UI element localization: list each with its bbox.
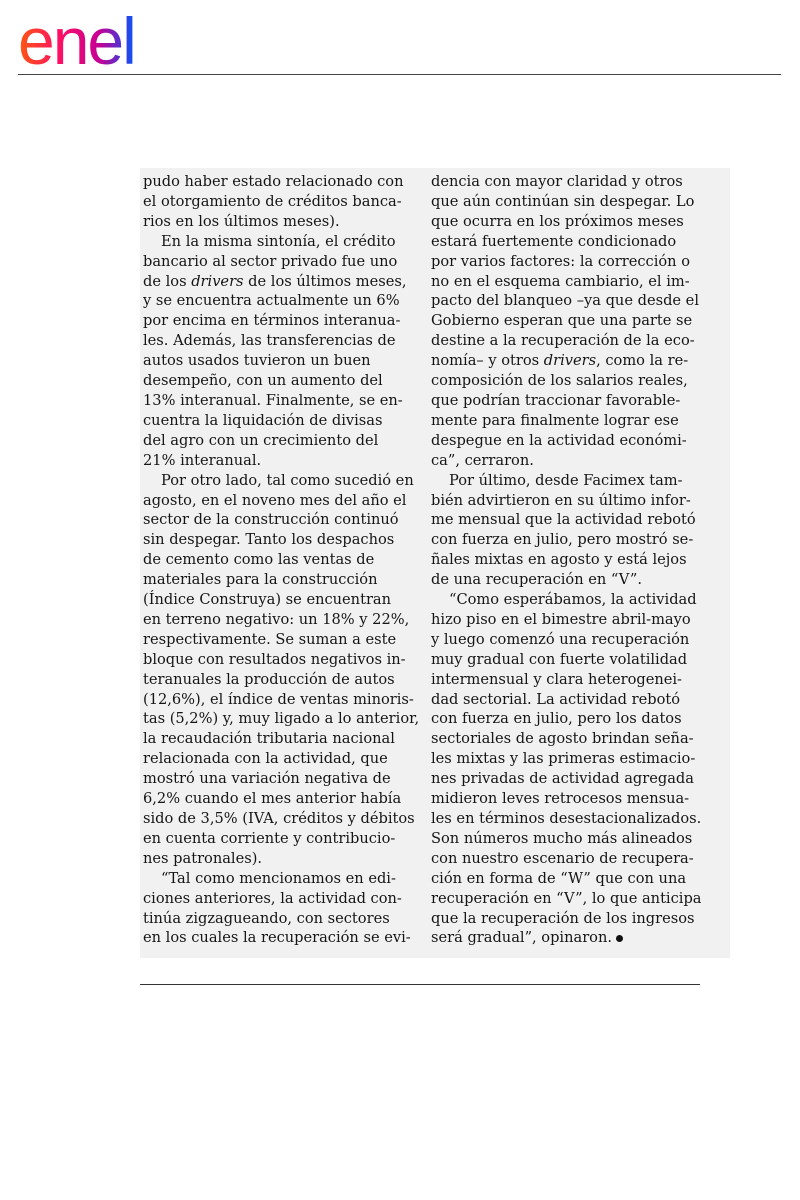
text-line: pacto del blanqueo –ya que desde el [431, 292, 699, 310]
text-line: mente para finalmente lograr ese [431, 411, 679, 429]
text-line: teranuales la producción de autos [143, 670, 395, 688]
end-bullet [616, 935, 623, 942]
text-line: En la misma sintonía, el crédito [161, 232, 396, 250]
text-line: Por otro lado, tal como sucedió en [161, 471, 414, 489]
text-line: y se encuentra actualmente un 6% [143, 292, 400, 310]
text-line: sido de 3,5% (IVA, créditos y débitos [143, 810, 415, 827]
text-line: sectoriales de agosto brindan seña- [431, 730, 694, 748]
text-line: por encima en términos interanua- [143, 312, 401, 330]
text-line: composición de los salarios reales, [431, 372, 688, 390]
text-line: bién advirtieron en su último infor- [431, 491, 691, 509]
article-paragraph [143, 172, 409, 232]
text-line: que aún continúan sin despegar. Lo [431, 192, 695, 210]
article-paragraph [431, 590, 702, 948]
text-line: sector de la construcción continuó [143, 511, 399, 529]
text-line: de cemento como las ventas de [143, 551, 375, 569]
text-line: nomía– y otros drivers, como la re- [431, 352, 689, 370]
text-line: que la recuperación de los ingresos [431, 909, 695, 927]
text-line: dencia con mayor claridad y otros [431, 173, 683, 190]
article-paragraph [143, 232, 409, 471]
article-paragraph [431, 172, 697, 471]
text-line: rios en los últimos meses). [143, 212, 340, 230]
text-line: destine a la recuperación de la eco- [431, 332, 695, 350]
text-line: bloque con resultados negativos in- [143, 650, 406, 668]
text-line: en los cuales la recuperación se evi- [143, 929, 411, 947]
text-line: me mensual que la actividad rebotó [431, 511, 696, 529]
text-line: recuperación en “V”, lo que anticipa [431, 889, 702, 907]
text-line: nes privadas de actividad agregada [431, 770, 694, 788]
text-line: muy gradual con fuerte volatilidad [431, 650, 688, 668]
text-line: respectivamente. Se suman a este [143, 630, 397, 648]
text-line: con fuerza en julio, pero mostró se- [431, 531, 694, 549]
text-line: bancario al sector privado fue uno [143, 252, 398, 270]
text-line: les en términos desestacionalizados. [431, 810, 702, 827]
text-line: ca”, cerraron. [431, 451, 534, 469]
text-line: Gobierno esperan que una parte se [431, 312, 693, 330]
text-line: nes patronales). [143, 849, 263, 867]
text-line: con fuerza en julio, pero los datos [431, 710, 682, 728]
text-line: de los drivers de los últimos meses, [143, 272, 407, 290]
article-paragraph [143, 471, 420, 869]
text-line: Son números mucho más alineados [431, 829, 693, 847]
text-line: que podrían traccionar favorable- [431, 391, 681, 409]
text-line: estará fuertemente condicionado [431, 232, 677, 250]
text-line: la recaudación tributaria nacional [143, 730, 395, 748]
article-paragraph [431, 471, 697, 590]
text-line: intermensual y clara heterogenei- [431, 670, 682, 688]
text-line: 6,2% cuando el mes anterior había [143, 790, 402, 808]
text-line: materiales para la construcción [143, 571, 378, 589]
text-line: será gradual”, opinaron. [431, 928, 697, 948]
text-line: pudo haber estado relacionado con [143, 173, 404, 190]
text-line: tinúa zigzagueando, con sectores [143, 909, 390, 927]
text-line: no en el esquema cambiario, el im- [431, 272, 690, 290]
text-line: tas (5,2%) y, muy ligado a lo anterior, [143, 710, 420, 728]
text-line: les mixtas y las primeras estimacio- [431, 750, 696, 768]
text-line: con nuestro escenario de recupera- [431, 849, 694, 867]
article-left-column [143, 172, 420, 948]
text-line: midieron leves retrocesos mensua- [431, 790, 690, 808]
text-line: que ocurra en los próximos meses [431, 212, 684, 230]
text-line: el otorgamiento de créditos banca- [143, 192, 402, 210]
footer-divider [140, 984, 700, 985]
text-line: (Índice Construya) se encuentran [143, 591, 392, 609]
text-line: y luego comenzó una recuperación [431, 630, 690, 648]
text-line: (12,6%), el índice de ventas minoris- [143, 690, 414, 708]
text-line: agosto, en el noveno mes del año el [143, 491, 407, 509]
header-divider [18, 74, 781, 75]
text-line: ciones anteriores, la actividad con- [143, 889, 402, 907]
text-line: ñales mixtas en agosto y está lejos [431, 551, 687, 569]
text-line: hizo piso en el bimestre abril-mayo [431, 610, 691, 628]
text-line: mostró una variación negativa de [143, 770, 391, 788]
logo-wordmark: enel [18, 6, 135, 70]
text-line: les. Además, las transferencias de [143, 332, 396, 350]
text-line: despegue en la actividad económi- [431, 431, 687, 449]
text-line: por varios factores: la corrección o [431, 252, 691, 270]
text-line: “Como esperábamos, la actividad [449, 591, 697, 609]
text-line: desempeño, con un aumento del [143, 372, 383, 390]
text-line: Por último, desde Facimex tam- [449, 471, 683, 489]
text-line: en terreno negativo: un 18% y 22%, [143, 610, 410, 628]
text-line: 21% interanual. [143, 451, 262, 469]
text-line: 13% interanual. Finalmente, se en- [143, 391, 403, 409]
text-line: del agro con un crecimiento del [143, 431, 379, 449]
page-header [0, 0, 800, 80]
text-line: autos usados tuvieron un buen [143, 352, 371, 370]
enel-logo [18, 6, 198, 70]
text-line: en cuenta corriente y contribucio- [143, 829, 396, 847]
text-line: dad sectorial. La actividad rebotó [431, 690, 681, 708]
text-line: “Tal como mencionamos en edi- [161, 869, 396, 887]
text-line: ción en forma de “W” que con una [431, 869, 687, 887]
article-paragraph [143, 869, 409, 949]
text-line: cuentra la liquidación de divisas [143, 411, 383, 429]
text-line: sin despegar. Tanto los despachos [143, 531, 395, 549]
text-line: relacionada con la actividad, que [143, 750, 388, 768]
article-right-column [431, 172, 702, 948]
text-line: de una recuperación en “V”. [431, 571, 642, 589]
